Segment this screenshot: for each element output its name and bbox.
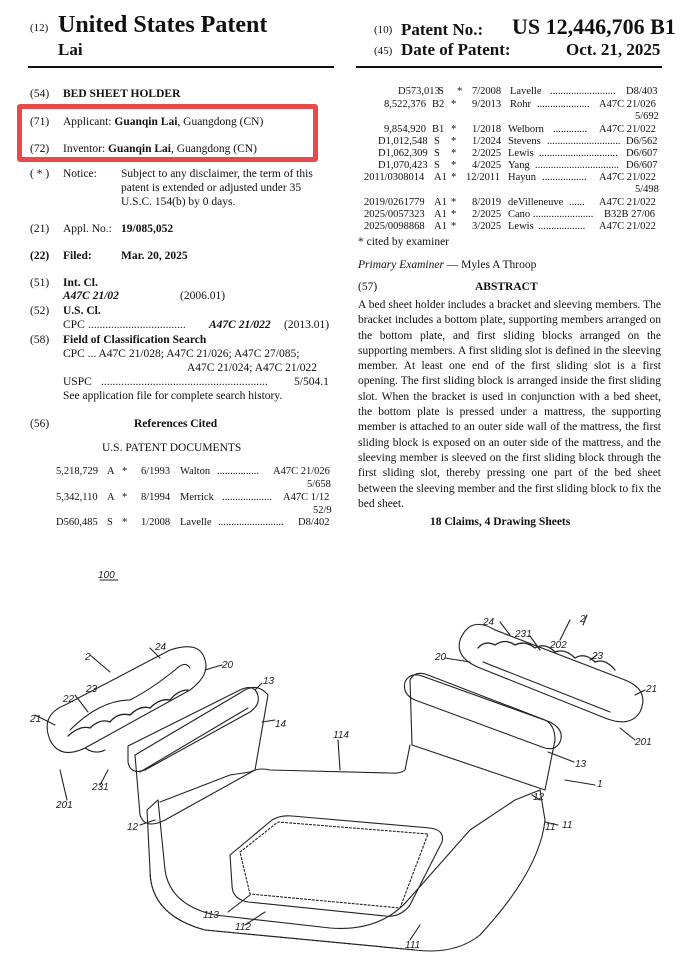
us-patent-documents: U.S. PATENT DOCUMENTS	[102, 442, 242, 454]
ref-class: A47C 21/022	[599, 221, 656, 232]
ref-kind: S	[434, 160, 440, 171]
cpc-class: A47C 21/022	[209, 319, 271, 331]
ref-dots: ............................	[547, 136, 621, 147]
figure-label: 11	[562, 820, 573, 831]
ref-star: *	[451, 99, 457, 110]
ref-date: 8/2019	[472, 197, 502, 208]
code-54: (54)	[30, 88, 50, 100]
ref-kind: A	[107, 466, 115, 477]
ref-number: D560,485	[56, 517, 98, 528]
ref-number: 2025/0057323	[364, 209, 425, 220]
code-22: (22)	[30, 250, 50, 262]
ref-name: Lewis	[508, 221, 534, 232]
references-cited-label: References Cited	[134, 418, 218, 430]
ref-star: *	[451, 124, 457, 135]
date-label: Date of Patent:	[401, 40, 511, 59]
ref-kind: A1	[434, 197, 447, 208]
ref-class: D8/403	[626, 86, 658, 97]
ref-star: *	[122, 466, 128, 477]
ref-number: 5,342,110	[56, 492, 98, 503]
ref-name: Cano	[508, 209, 531, 220]
ref-number: 9,854,920	[384, 124, 426, 135]
ref-date: 6/1993	[141, 466, 171, 477]
code-56: (56)	[30, 418, 50, 430]
highlight-box	[17, 104, 318, 162]
figure-label: 231	[515, 629, 532, 640]
ref-class: A47C 21/022	[599, 197, 656, 208]
code-52: (52)	[30, 305, 50, 317]
ref-number: 2019/0261779	[364, 197, 425, 208]
code-45: (45)	[374, 45, 393, 57]
ref-date: 1/2024	[472, 136, 502, 147]
code-71: (71)	[30, 116, 50, 128]
figure-label: 201	[635, 737, 652, 748]
ref-dots: .............	[553, 124, 588, 135]
figure-label: 14	[275, 719, 287, 730]
figure-label: 20	[222, 660, 234, 671]
figure-label: 12	[533, 792, 545, 803]
ref-star: *	[122, 517, 128, 528]
ref-kind: A1	[434, 209, 447, 220]
ref-class: A47C 21/026	[599, 99, 656, 110]
figure-label: 20	[435, 652, 447, 663]
ref-date: 9/2013	[472, 99, 502, 110]
appl-no-label: Appl. No.:	[63, 223, 112, 235]
figure-label: 113	[203, 910, 219, 921]
ref-class: A47C 21/022	[599, 172, 656, 183]
ref-class: A47C 21/022	[599, 124, 656, 135]
document-title: United States Patent	[58, 12, 268, 38]
ref-class: D8/402	[298, 517, 330, 528]
ref-dots: ................................	[535, 160, 619, 171]
inventor-location: , Guangdong (CN)	[171, 143, 257, 155]
field-search-note: See application file for complete search history.	[63, 390, 283, 402]
ref-dots: .........................	[550, 86, 616, 97]
figure-label: 21	[646, 684, 658, 695]
ref-star: *	[122, 492, 128, 503]
ref-class: B32B 27/06	[604, 209, 656, 220]
inventor-name: Guanqin Lai	[108, 143, 171, 155]
ref-date: 1/2008	[141, 517, 171, 528]
date-of-patent: Oct. 21, 2025	[566, 40, 661, 59]
figure-label: 202	[550, 640, 567, 651]
ref-kind: A1	[434, 221, 447, 232]
claims-sheets: 18 Claims, 4 Drawing Sheets	[430, 516, 571, 528]
code-notice: ( * )	[30, 168, 50, 180]
code-10: (10)	[374, 24, 393, 36]
ref-kind: A	[107, 492, 115, 503]
figure-label: 23	[592, 651, 604, 662]
ref-name: Stevens	[508, 136, 541, 147]
ref-name: Walton	[180, 466, 211, 477]
figure-label: 22	[63, 694, 75, 705]
ref-dots: ......	[569, 197, 585, 208]
plate-recess	[230, 816, 443, 916]
filed-label: Filed:	[63, 250, 92, 262]
int-cl-year: (2006.01)	[180, 290, 226, 302]
header-rule-right	[356, 66, 662, 68]
ref-star: *	[451, 148, 457, 159]
ref-date: 12/2011	[466, 172, 501, 183]
applicant-label: Applicant:	[63, 116, 112, 128]
ref-number: 8,522,376	[384, 99, 426, 110]
ref-date: 3/2025	[472, 221, 502, 232]
ref-kind: S	[434, 136, 440, 147]
ref-star: *	[451, 209, 457, 220]
notice-label: Notice:	[63, 168, 97, 180]
ref-dots: .........................	[218, 517, 284, 528]
filed-date: Mar. 20, 2025	[121, 250, 188, 262]
code-51: (51)	[30, 277, 50, 289]
ref-number: D573,013	[398, 86, 440, 97]
ref-number: 2011/0308014	[364, 172, 425, 183]
uspc-class: 5/504.1	[294, 376, 329, 388]
abstract-heading: ABSTRACT	[475, 281, 538, 293]
examiner-name: — Myles A Throop	[443, 259, 537, 271]
figure-label: 1	[597, 779, 603, 790]
ref-dots: .................	[542, 172, 587, 183]
ref-date: 4/2025	[472, 160, 502, 171]
figure-label: 13	[575, 759, 587, 770]
invention-title: BED SHEET HOLDER	[63, 88, 181, 100]
cpc-year: (2013.01)	[284, 319, 330, 331]
ref-name: Welborn	[508, 124, 544, 135]
int-cl-label: Int. Cl.	[63, 277, 98, 289]
ref-class: D6/607	[626, 160, 658, 171]
ref-star: *	[457, 86, 463, 97]
code-57: (57)	[358, 281, 378, 293]
ref-star: *	[451, 136, 457, 147]
ref-dots: ....................	[537, 99, 590, 110]
code-58: (58)	[30, 334, 50, 346]
ref-star: *	[451, 221, 457, 232]
ref-star: *	[451, 172, 457, 183]
abstract-text: A bed sheet holder includes a bracket and sleeving members. The bracket includes a bottom plate, supporting members arranged on the bottom plate, and first sliding blocks arranged on the supporting members. A first sliding slot is defined in the sleeving member. At least one end of the first sliding slot is a first opening. The first sliding block is arranged inside the first sliding slot. When the bracket is used in conjunction with a bed sheet, the bottom plate is pressed under a mattress, the supporting member is attached to an outer side wall of the mattress, the first sliding block is exposed on an outer side of the mattress, and the sleeving member is sleeved on the first sliding block through the first sliding slot, thereby pressing one part of the bed sheet between the sleeving member and the first sliding block to fix the bed sheet.	[358, 299, 661, 510]
ref-subclass: 5/498	[635, 184, 659, 195]
ref-name: Rohr	[510, 99, 531, 110]
uspc-label: USPC	[63, 376, 92, 388]
ref-kind: B2	[432, 99, 445, 110]
ref-number: D1,012,548	[378, 136, 428, 147]
ref-dots: ..................	[538, 221, 586, 232]
ref-kind: B1	[432, 124, 445, 135]
figure-label: 24	[155, 642, 167, 653]
right-slide-block	[404, 675, 561, 749]
ref-date: 2/2025	[472, 209, 502, 220]
ref-number: D1,070,423	[378, 160, 428, 171]
patent-number: US 12,446,706 B1	[512, 14, 676, 39]
ref-date: 8/1994	[141, 492, 171, 503]
field-search-line-1: CPC ... A47C 21/028; A47C 21/026; A47C 27/085;	[63, 348, 300, 360]
left-slide-block	[128, 688, 258, 772]
int-cl-class: A47C 21/02	[63, 290, 119, 302]
ref-name: Lavelle	[510, 86, 542, 97]
figure-label: 231	[92, 782, 109, 793]
ref-subclass: 5/658	[307, 479, 331, 490]
ref-class: D6/562	[626, 136, 658, 147]
appl-no: 19/085,052	[121, 223, 174, 235]
patent-drawing	[0, 560, 690, 976]
ref-subclass: 52/9	[313, 505, 332, 516]
examiner-label: Primary Examiner	[358, 259, 444, 271]
ref-class: A47C 1/12	[283, 492, 330, 503]
ref-dots: .......................	[533, 209, 594, 220]
examiner-row	[358, 259, 536, 271]
notice-line-2: patent is extended or adjusted under 35	[121, 182, 302, 194]
notice-line-3: U.S.C. 154(b) by 0 days.	[121, 196, 236, 208]
ref-number: D1,062,309	[378, 148, 428, 159]
ref-date: 7/2008	[472, 86, 502, 97]
figure-label: 24	[483, 617, 495, 628]
ref-name: Yang	[508, 160, 530, 171]
ref-number: 2025/0098868	[364, 221, 425, 232]
ref-class: D6/607	[626, 148, 658, 159]
applicant-name: Guanqin Lai	[114, 116, 178, 128]
ref-kind: S	[438, 86, 444, 97]
ref-kind: S	[434, 148, 440, 159]
inventor-short: Lai	[58, 40, 83, 59]
figure-label: 201	[56, 800, 73, 811]
ref-dots: ..............................	[539, 148, 618, 159]
ref-name: deVilleneuve	[508, 197, 564, 208]
bottom-plate	[147, 790, 545, 951]
field-search-line-2: A47C 21/024; A47C 21/022	[187, 362, 318, 374]
header-rule-left	[28, 66, 334, 68]
figure-label: 2	[85, 652, 91, 663]
ref-dots: ................	[217, 466, 259, 477]
figure-label: 11	[545, 822, 556, 833]
ref-name: Merrick	[180, 492, 214, 503]
figure-label: 114	[333, 730, 349, 741]
ref-star: *	[451, 160, 457, 171]
field-search-label: Field of Classification Search	[63, 334, 207, 346]
figure-label: 23	[86, 684, 98, 695]
ref-kind: S	[107, 517, 113, 528]
inventor-label: Inventor:	[63, 143, 106, 155]
cpc-dots: ..................................	[88, 319, 186, 331]
us-cl-label: U.S. Cl.	[63, 305, 101, 317]
patent-no-label: Patent No.:	[401, 20, 484, 39]
cited-by-examiner: * cited by examiner	[358, 236, 450, 248]
ref-dots: ...................	[222, 492, 272, 503]
ref-number: 5,218,729	[56, 466, 98, 477]
right-support	[410, 673, 555, 790]
right-sleeve	[459, 624, 643, 721]
figure-label: 2	[580, 614, 586, 625]
ref-date: 1/2018	[472, 124, 502, 135]
uspc-dots: ..........................................................	[101, 376, 268, 388]
applicant-location: , Guangdong (CN)	[177, 116, 264, 128]
ref-kind: A1	[434, 172, 447, 183]
figure-label: 112	[235, 922, 251, 933]
ref-subclass: 5/692	[635, 111, 659, 122]
figure-label: 13	[263, 676, 275, 687]
ref-name: Lewis	[508, 148, 534, 159]
ref-name: Lavelle	[180, 517, 212, 528]
ref-date: 2/2025	[472, 148, 502, 159]
code-72: (72)	[30, 143, 50, 155]
figure-label: 12	[127, 822, 139, 833]
ref-star: *	[451, 197, 457, 208]
ref-name: Hayun	[508, 172, 536, 183]
code-12: (12)	[30, 22, 49, 34]
ref-class: A47C 21/026	[273, 466, 330, 477]
figure-label: 111	[405, 940, 421, 951]
code-21: (21)	[30, 223, 50, 235]
notice-line-1: Subject to any disclaimer, the term of this	[121, 168, 313, 180]
cpc-label: CPC	[63, 319, 85, 331]
figure-label: 100	[98, 570, 115, 581]
figure-label: 21	[30, 714, 42, 725]
